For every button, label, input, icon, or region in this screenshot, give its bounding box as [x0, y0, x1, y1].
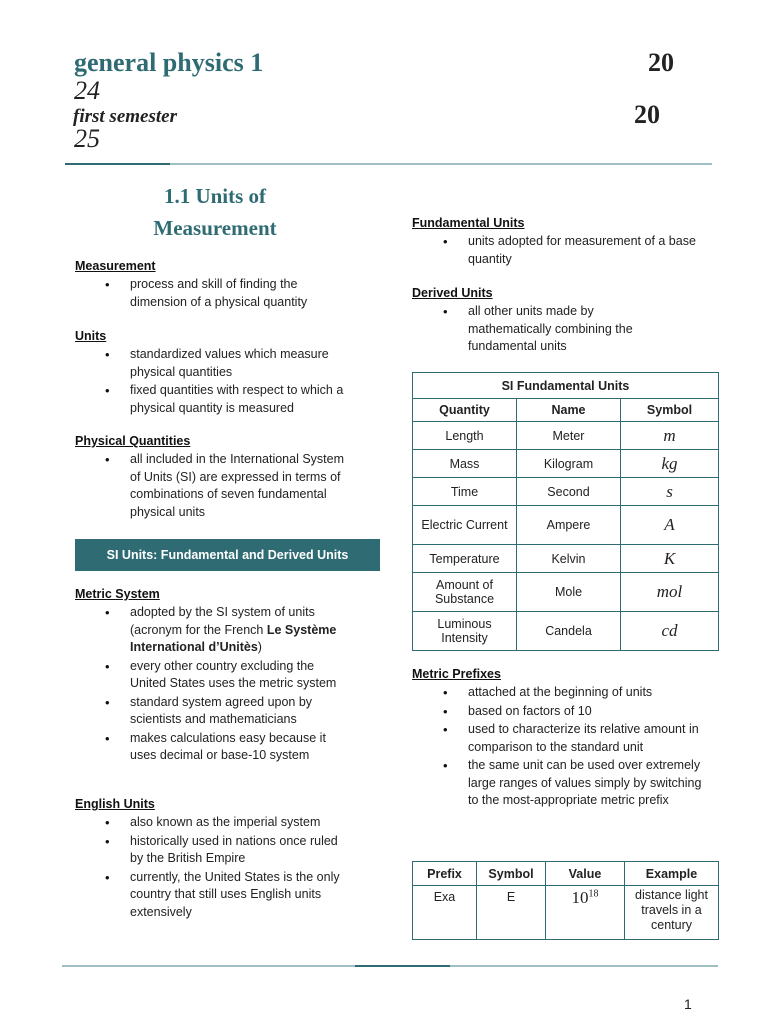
metric-prefix-table: [412, 861, 719, 940]
heading-measurement: Measurement: [75, 259, 156, 273]
column-header: Value: [546, 862, 625, 886]
heading-metric-system: Metric System: [75, 587, 160, 601]
table-row: Amount of Substance Mole mol: [413, 573, 719, 612]
semester-label: first semester: [73, 106, 177, 127]
year-end-part1: 20: [634, 100, 660, 129]
section-title: 1.1 Units of Measurement: [153, 184, 277, 240]
table-row: Temperature Kelvin K: [413, 545, 719, 573]
heading-physical-quantities: Physical Quantities: [75, 434, 191, 448]
list-item: • attached at the beginning of units: [443, 684, 703, 702]
page-number: 1: [684, 996, 692, 1012]
table-row: Length Meter m: [413, 422, 719, 450]
heading-metric-prefixes: Metric Prefixes: [412, 667, 501, 681]
list-item: • standardized values which measure physical quantities: [105, 346, 355, 381]
list-item: • currently, the United States is the only country that still uses English units extensively: [105, 869, 350, 922]
year-start-part1: 20: [648, 48, 674, 77]
si-fundamental-units-table: [412, 372, 719, 651]
list-item: • also known as the imperial system: [105, 814, 350, 832]
list-fundamental-units: [443, 233, 703, 269]
heading-units: Units: [75, 329, 107, 343]
list-item: • all included in the International System of Units (SI) are expressed in terms of combinations of seven fundamental physical units: [105, 451, 350, 521]
column-header: Example: [625, 862, 719, 886]
header-rule-accent: [65, 163, 170, 165]
column-header: Name: [517, 399, 621, 422]
course-title: general physics 1: [74, 48, 264, 77]
table-row: Exa E $10^{18}$ distance light travels in a century: [413, 886, 719, 940]
list-item: • all other units made by mathematically combining the fundamental units: [443, 303, 668, 356]
column-header: Prefix: [413, 862, 477, 886]
prefix-value: $10^{18}$: [546, 886, 625, 940]
list-english-units: [105, 814, 350, 922]
table-row: Mass Kilogram kg: [413, 450, 719, 478]
column-header: Quantity: [413, 399, 517, 422]
list-item: • the same unit can be used over extremely large ranges of values simply by switching to the most-appropriate metric prefix: [443, 757, 703, 810]
list-item: • historically used in nations once ruled by the British Empire: [105, 833, 350, 868]
list-units: [105, 346, 355, 418]
footer-rule-accent: [355, 965, 450, 967]
table-row: Time Second s: [413, 478, 719, 506]
list-item: • makes calculations easy because it uses decimal or base-10 system: [105, 730, 350, 765]
table-row: Luminous Intensity Candela cd: [413, 612, 719, 651]
heading-derived-units: Derived Units: [412, 286, 493, 300]
list-physical-quantities: [105, 451, 350, 522]
list-item: • standard system agreed upon by scientists and mathematicians: [105, 694, 350, 729]
year-end-part2: 25: [74, 124, 100, 153]
list-item: • process and skill of finding the dimension of a physical quantity: [105, 276, 355, 311]
list-metric-prefixes: [443, 684, 703, 811]
list-item: • units adopted for measurement of a base quantity: [443, 233, 703, 268]
list-measurement: [105, 276, 355, 312]
table-caption: SI Fundamental Units: [413, 373, 719, 399]
list-item: • fixed quantities with respect to which a physical quantity is measured: [105, 382, 355, 417]
list-item: • used to characterize its relative amount in comparison to the standard unit: [443, 721, 703, 756]
table-row: Electric Current Ampere A: [413, 506, 719, 545]
french-name: Le Système International d’Unitès: [130, 622, 337, 654]
year-start-part2: 24: [74, 76, 100, 105]
column-header: Symbol: [621, 399, 719, 422]
list-derived-units: [443, 303, 668, 357]
list-metric-system: [105, 604, 350, 766]
si-units-banner: SI Units: Fundamental and Derived Units: [75, 539, 380, 571]
column-header: Symbol: [477, 862, 546, 886]
heading-fundamental-units: Fundamental Units: [412, 216, 525, 230]
list-item: • every other country excluding the United States uses the metric system: [105, 658, 350, 693]
heading-english-units: English Units: [75, 797, 155, 811]
list-item: • adopted by the SI system of units (acronym for the French Le Système International d’Unitès): [105, 604, 350, 657]
list-item: • based on factors of 10: [443, 703, 703, 721]
